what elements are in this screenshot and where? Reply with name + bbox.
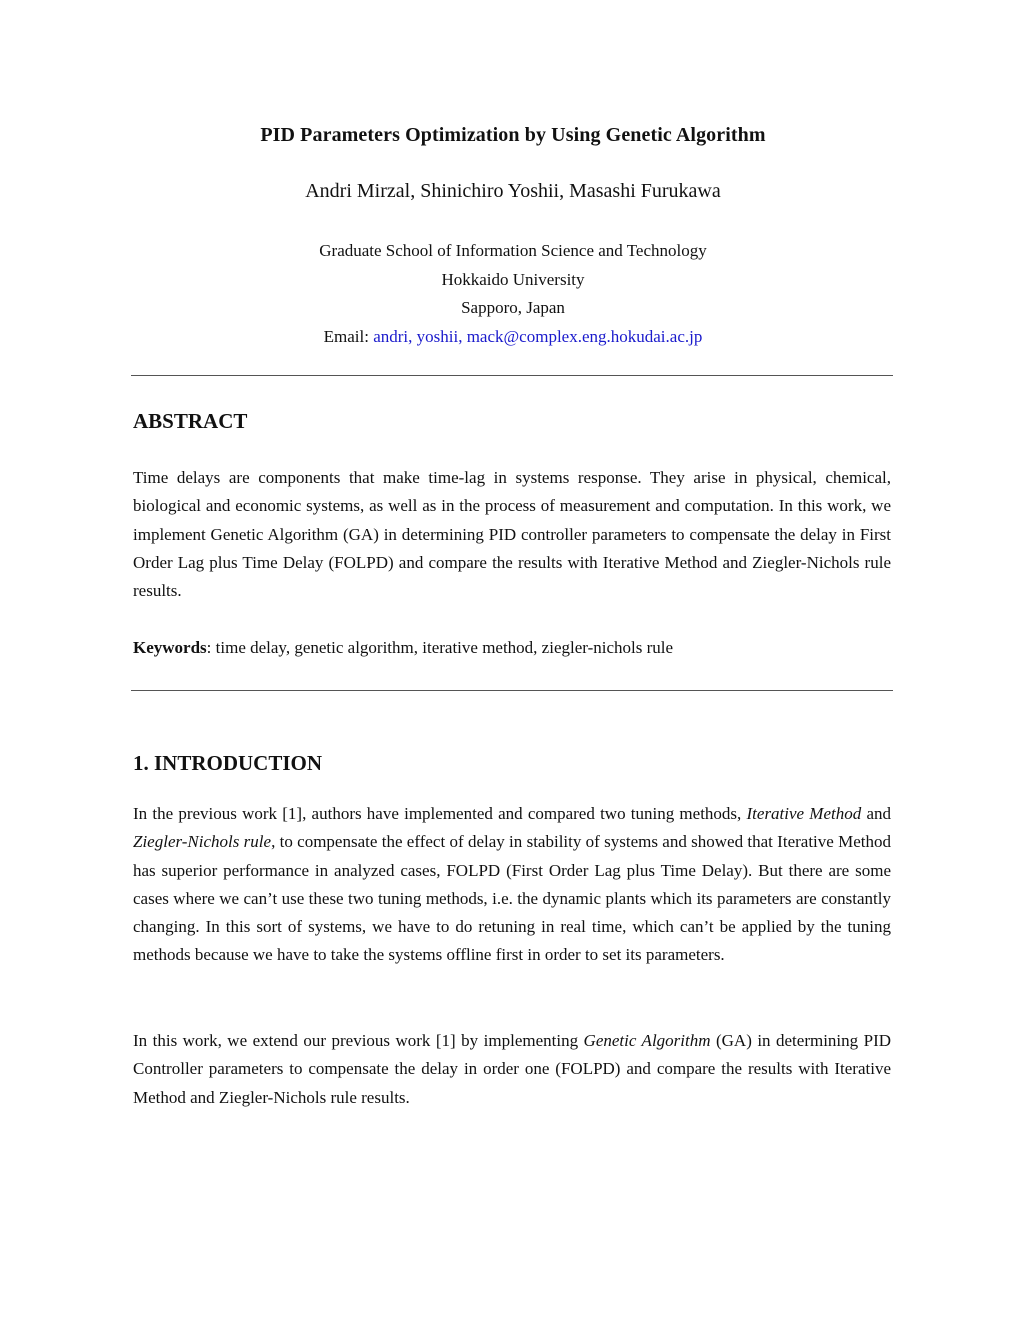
intro-p1-text-e: , to compensate the effect of delay in stability of systems and showed that Iterative Method has superior performance in analyzed cases, FOLPD (First Order Lag plus Time Delay). But there are some cases where we can’t use these two tuning methods, i.e. the dynamic plants which its parameters are constantly changing. In this sort of systems, we have to do retuning in real time, which can’t be applied by the tuning methods because we have to take the systems offline first in order to set its parameters. [133, 832, 891, 965]
divider-bottom [131, 690, 893, 691]
abstract-text: Time delays are components that make time-lag in systems response. They arise in physical, chemical, biological and economic systems, as well as in the process of measurement and computation. In this work, we implement Genetic Algorithm (GA) in determining PID controller parameters to compensate the delay in First Order Lag plus Time Delay (FOLPD) and compare the results with Iterative Method and Ziegler-Nichols rule results. [133, 468, 891, 601]
keywords-line [133, 634, 891, 662]
introduction-heading: 1. INTRODUCTION [133, 751, 323, 775]
intro-p1-text-c: and [861, 804, 892, 823]
abstract-heading: ABSTRACT [133, 409, 248, 433]
email-label: Email: [323, 326, 374, 346]
affiliation-line-university: Hokkaido University [441, 269, 585, 289]
intro-p1-term-iterative: Iterative Method [746, 804, 862, 823]
paper-title: PID Parameters Optimization by Using Genetic Algorithm [260, 124, 766, 146]
intro-p2-text-a: In this work, we extend our previous work [1] by implementing [133, 1031, 584, 1050]
email-line [133, 323, 893, 352]
affiliation-block [133, 237, 893, 351]
email-link[interactable]: andri, yoshii, mack@complex.eng.hokudai.ac.jp [373, 326, 703, 346]
keywords-text: : time delay, genetic algorithm, iterative method, ziegler-nichols rule [206, 638, 674, 657]
divider-top [131, 375, 893, 376]
intro-p2-term-ga: Genetic Algorithm [583, 1031, 711, 1050]
intro-p1-term-ziegler: Ziegler-Nichols rule [133, 832, 272, 852]
affiliation-line-school: Graduate School of Information Science and Technology [319, 241, 707, 260]
affiliation-line-location: Sapporo, Japan [461, 298, 565, 317]
introduction-paragraph-2 [133, 1027, 891, 1112]
intro-p2-text-c: (GA) in determining PID Controller parameters to compensate the delay in order one (FOLPD) and compare the results with Iterative Method and Ziegler-Nichols rule results. [133, 1031, 892, 1107]
keywords-label: Keywords [133, 638, 207, 657]
introduction-paragraph-1 [133, 800, 891, 970]
intro-p1-text-a: In the previous work [1], authors have implemented and compared two tuning methods, [133, 804, 747, 823]
author-list: Andri Mirzal, Shinichiro Yoshii, Masashi Furukawa [305, 180, 721, 202]
